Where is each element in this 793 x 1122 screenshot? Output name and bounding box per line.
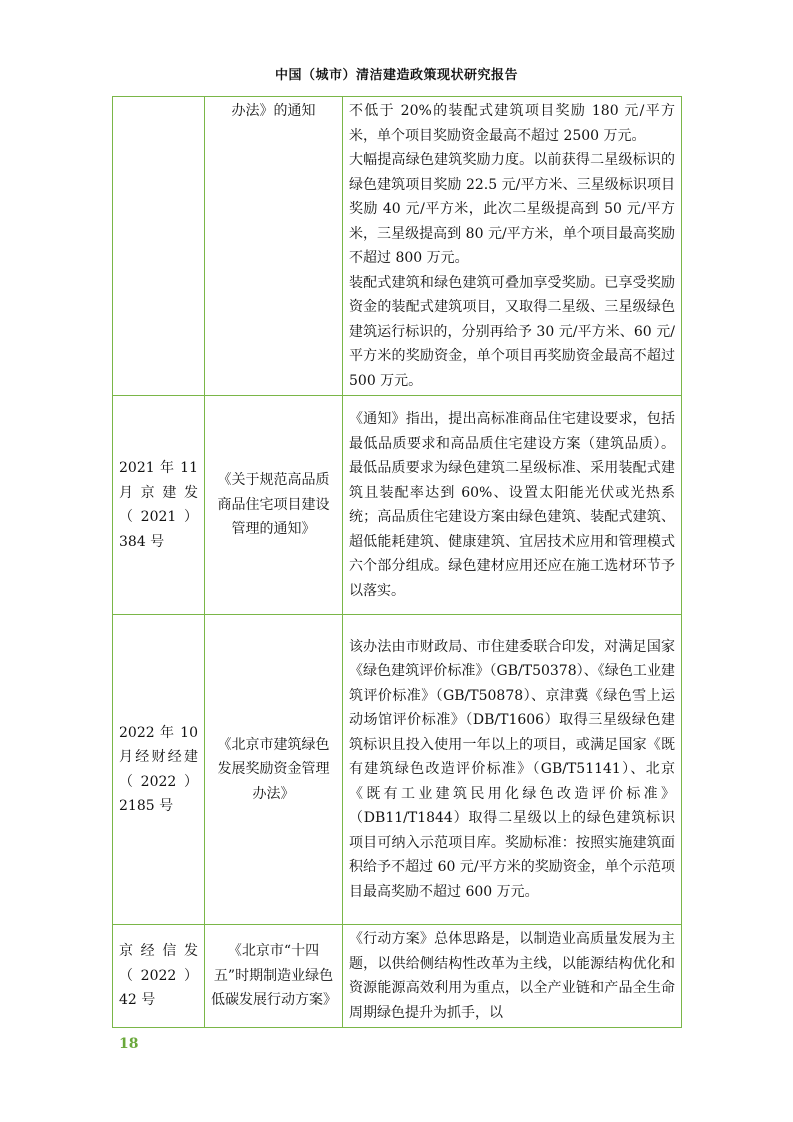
content-paragraph: 该办法由市财政局、市住建委联合印发，对满足国家《绿色建筑评价标准》（GB/T50378）、《绿色工业建筑评价标准》（GB/T50878）、京津冀《绿色雪上运动场馆评价标准》（DB/T1606）取得三星级绿色建筑标识且投入使用一年以上的项目，或满足国家《既有建筑绿色改造评价标准》（GB/T51141）、北京《既有工业建筑民用化绿色改造评价标准》（DB11/T1844）取得二星级以上的绿色建筑标识项目可纳入示范项目库。奖励标准：按照实施建筑面积给予不超过 60 元/平方米的奖励资金，单个示范项目最高奖励不超过 600 万元。 [349, 638, 675, 900]
doc-number-cell: 京经信发（2022）42 号 [113, 925, 205, 1028]
table-row [113, 925, 682, 1028]
table-row [113, 97, 682, 396]
doc-title-cell: 《关于规范高品质商品住宅项目建设管理的通知》 [205, 396, 343, 615]
content-cell [343, 925, 682, 1028]
table-row [113, 615, 682, 925]
page-number: 18 [119, 1036, 139, 1052]
table-row [113, 396, 682, 615]
policy-table [112, 96, 682, 1028]
doc-title-cell: 《北京市建筑绿色发展奖励资金管理办法》 [205, 615, 343, 925]
doc-number-cell: 2022 年 10 月经财经建（2022）2185 号 [113, 615, 205, 925]
content-paragraph: 装配式建筑和绿色建筑可叠加享受奖励。已享受奖励资金的装配式建筑项目，又取得二星级、三星级绿色建筑运行标识的，分别再给予 30 元/平方米、60 元/平方米的奖励资金，单个项目再奖励资金最高不超过 500 万元。 [349, 274, 675, 389]
doc-title-cell: 《北京市“十四五”时期制造业绿色低碳发展行动方案》 [205, 925, 343, 1028]
page-header: 中国（城市）清洁建造政策现状研究报告 [274, 68, 518, 83]
content-paragraph: 《行动方案》总体思路是，以制造业高质量发展为主题，以供给侧结构性改革为主线，以能源结构优化和资源能源高效利用为重点，以全产业链和产品全生命周期绿色提升为抓手，以 [349, 931, 675, 1021]
content-paragraph: 大幅提高绿色建筑奖励力度。以前获得二星级标识的绿色建筑项目奖励 22.5 元/平方米、三星级标识项目奖励 40 元/平方米，此次二星级提高到 50 元/平方米，三星级提高到 80 元/平方米，单个项目最高奖励不超过 800 万元。 [349, 152, 675, 266]
content-cell [343, 97, 682, 396]
doc-number-cell: 2021 年 11 月京建发（2021）384 号 [113, 396, 205, 615]
content-paragraph: 不低于 20%的装配式建筑项目奖励 180 元/平方米，单个项目奖励资金最高不超过 2500 万元。 [349, 103, 675, 144]
content-cell [343, 396, 682, 615]
content-cell [343, 615, 682, 925]
doc-number-cell [113, 97, 205, 396]
doc-title-cell: 办法》的通知 [205, 97, 343, 396]
content-paragraph: 《通知》指出，提出高标准商品住宅建设要求，包括最低品质要求和高品质住宅建设方案（建筑品质）。最低品质要求为绿色建筑二星级标准、采用装配式建筑且装配率达到 60%、设置太阳能光伏或光热系统；高品质住宅建设方案由绿色建筑、装配式建筑、超低能耗建筑、健康建筑、宜居技术应用和管理模式六个部分组成。绿色建材应用还应在施工选材环节予以落实。 [349, 411, 675, 599]
